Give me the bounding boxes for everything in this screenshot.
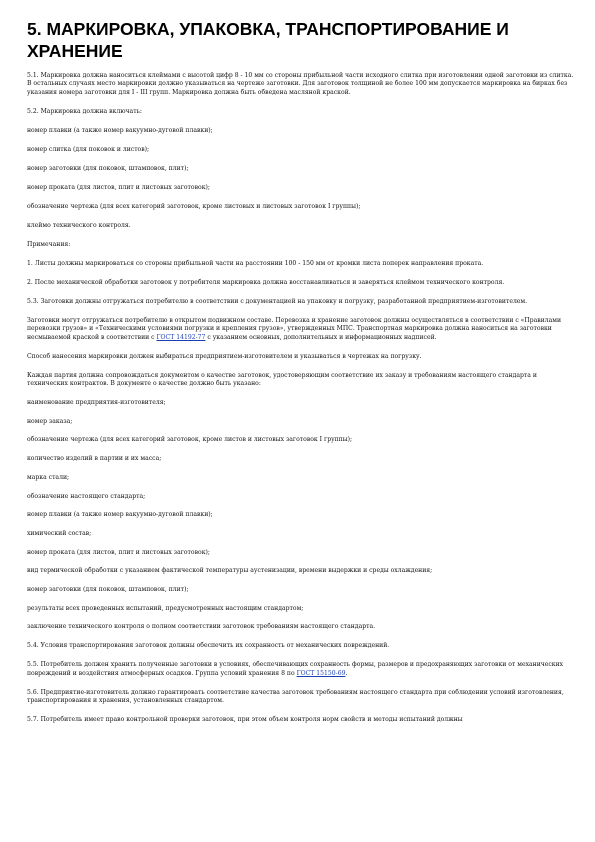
quality-document-paragraph: Каждая партия должна сопровождаться документом о качестве заготовок, удостоверяющим соответствие их заказу и требованиям настоящего стандарта и технических контрактов. В документе о качестве должно быть указано: (27, 371, 537, 388)
list-item: номер плавки (а также номер вакуумно-дуговой плавки); (27, 511, 213, 519)
notes-heading: Примечания: (27, 240, 71, 248)
document-body (27, 72, 575, 724)
transport-text-end: с указанием основных, дополнительных и информационных надписей. (205, 333, 437, 341)
note-2: 2. После механической обработки заготовок у потребителя маркировка должна восстанавливаться и заверяться клеймом технического контроля. (27, 278, 505, 286)
paragraph-5-5 (27, 661, 575, 678)
section-title: 5. МАРКИРОВКА, УПАКОВКА, ТРАНСПОРТИРОВАНИЕ И ХРАНЕНИЕ (27, 19, 509, 61)
storage-text-start: 5.5. Потребитель должен хранить полученные заготовки в условиях, обеспечивающих сохранность формы, размеров и предохраняющих заготовки от механических повреждений и воздействия атмосферных осадков. Группа условий хранения 8 по (27, 661, 564, 677)
list-item: обозначение настоящего стандарта; (27, 492, 146, 500)
list-item: номер проката (для листов, плит и листовых заготовок); (27, 183, 210, 191)
list-item: клеймо технического контроля. (27, 221, 131, 229)
list-item: заключение технического контроля о полном соответствии заготовок требованиям настоящего стандарта. (27, 623, 376, 631)
paragraph-5-2: 5.2. Маркировка должна включать: (27, 107, 142, 115)
storage-text-end: . (345, 669, 348, 677)
paragraph-5-3: 5.3. Заготовки должны отгружаться потребителю в соответствии с документацией на упаковку и погрузку, разработанной предприятием-изготовителем. (27, 297, 528, 305)
document-page (27, 0, 575, 735)
list-item: обозначение чертежа (для всех категорий заготовок, кроме листов и листовых заготовок I группы); (27, 436, 353, 444)
list-item: номер заготовки (для поковок, штамповок, плит); (27, 586, 189, 594)
gost-15150-link[interactable]: ГОСТ 15150-69 (296, 669, 346, 677)
list-item: номер проката (для листов, плит и листовых заготовок); (27, 548, 210, 556)
transport-text-start: Заготовки могут отгружаться потребителю в открытом подвижном составе. Перевозка и хранение заготовок должны осуществляться в соответствии с «Правилами перевозки грузов» и «Техническими условиями погрузки и крепления грузов», утвержденных МПС. Транспортная маркировка должна наноситься на заготовки несмываемой краской в соответствии с (27, 316, 562, 341)
list-item: обозначение чертежа (для всех категорий заготовок, кроме листовых и листовых заготовок I группы); (27, 202, 361, 210)
list-item: химический состав; (27, 529, 92, 537)
note-1: 1. Листы должны маркироваться со стороны прибыльной части на расстоянии 100 - 150 мм от кромки листа поперек направления проката. (27, 259, 484, 267)
gost-14192-link[interactable]: ГОСТ 14192-77 (156, 333, 206, 341)
marking-method-paragraph: Способ нанесения маркировки должен выбираться предприятием-изготовителем и указываться в чертежах на погрузку. (27, 352, 422, 360)
list-item: вид термической обработки с указанием фактической температуры аустенизации, времени выдержки и среды охлаждения; (27, 567, 433, 575)
paragraph-5-1: 5.1. Маркировка должна наноситься клеймами с высотой цифр 8 - 10 мм со стороны прибыльной части исходного слитка при изготовлении одной заготовки из слитка. В остальных случаях место маркировки должно указываться на чертеже заготовки. Для заготовок толщиной не более 100 мм допускается маркировка на бирках без указания номера заготовки для I - III групп. Маркировка должна быть обведена масляной краской. (27, 72, 574, 96)
list-item: результаты всех проведенных испытаний, предусмотренных настоящим стандартом; (27, 604, 304, 612)
paragraph-5-6: 5.6. Предприятие-изготовитель должно гарантировать соответствие качества заготовок требованиям настоящего стандарта при соблюдении условий изготовления, транспортирования и хранения, установленных стандартом. (27, 688, 564, 704)
list-item: номер плавки (а также номер вакуумно-дуговой плавки); (27, 126, 213, 134)
list-item: наименование предприятия-изготовителя; (27, 399, 166, 407)
paragraph-5-7: 5.7. Потребитель имеет право контрольной проверки заготовок, при этом объем контроля норм свойств и методы испытаний должны (27, 715, 463, 723)
list-item: количество изделий в партии и их масса; (27, 455, 162, 463)
list-item: марка стали; (27, 473, 70, 481)
list-item: номер слитка (для поковок и листов); (27, 145, 150, 153)
transport-paragraph (27, 317, 575, 342)
paragraph-5-4: 5.4. Условия транспортирования заготовок должны обеспечить их сохранность от механических повреждений. (27, 642, 390, 650)
list-item: номер заготовки (для поковок, штамповок, плит); (27, 164, 189, 172)
list-item: номер заказа; (27, 417, 73, 425)
